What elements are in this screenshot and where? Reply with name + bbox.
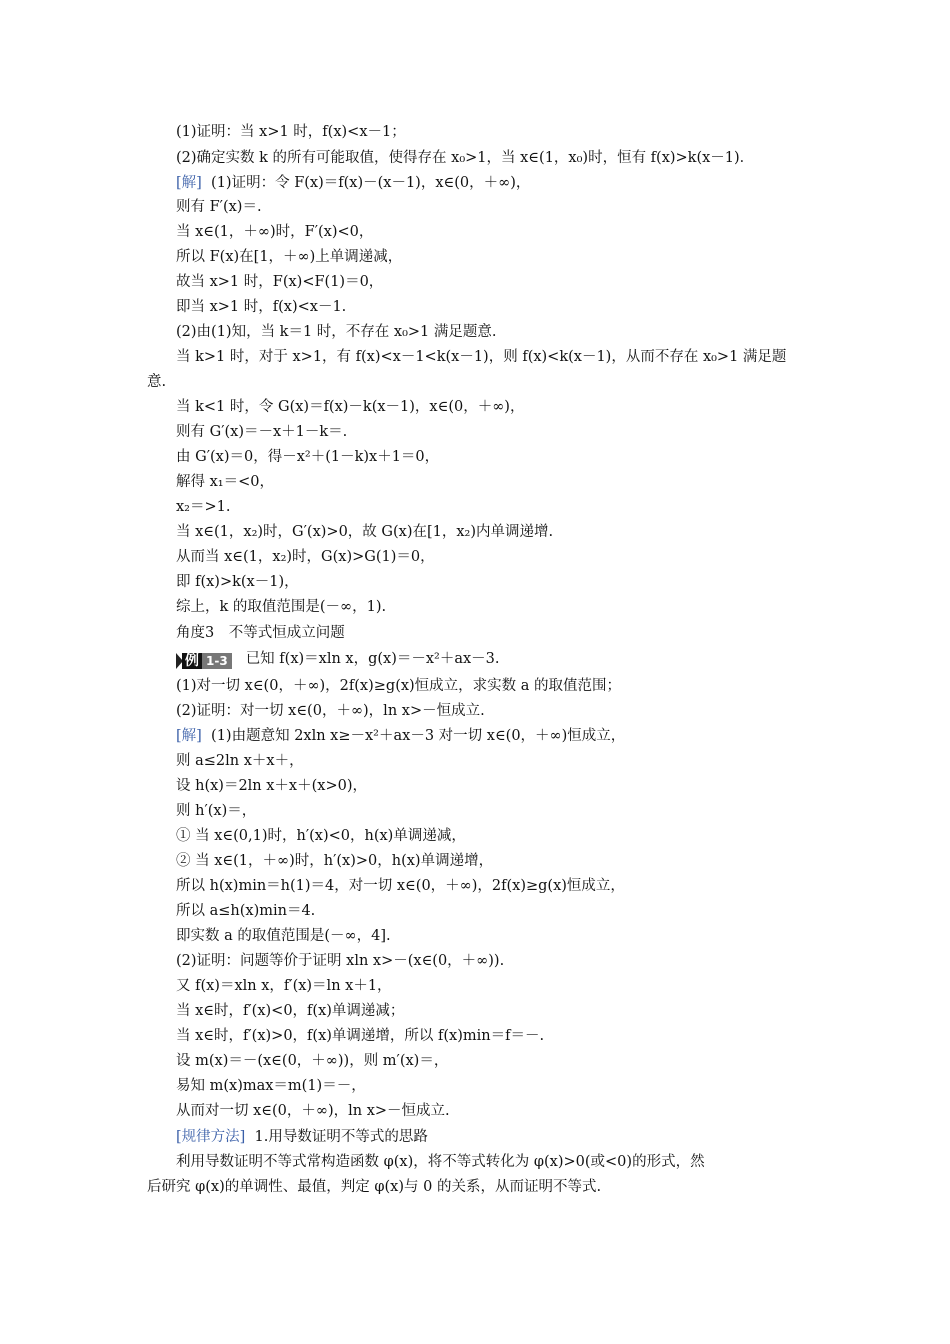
text-line: (1)证明：当 x>1 时，f(x)<x－1； [176,124,406,140]
text-line: 又 f(x)＝xln x，f′(x)＝ln x＋1， [176,978,392,994]
text-line: (2)由(1)知，当 k＝1 时，不存在 x₀>1 满足题意. [176,324,497,340]
text-line: 则 a≤2ln x＋x＋， [176,753,304,769]
text-line: 当 x∈(1，＋∞)时，F′(x)<0， [176,224,374,240]
example-line [176,649,800,669]
text-line: 意. [147,374,167,390]
solution-tag: [解] [176,175,202,191]
text-line: 设 h(x)＝2ln x＋x＋(x>0)， [176,778,367,794]
text-line: 后研究 φ(x)的单调性、最值，判定 φ(x)与 0 的关系，从而证明不等式. [147,1179,602,1195]
method-line [176,1127,800,1147]
example-word: 例 [182,653,202,669]
text-span: (1)证明：令 F(x)＝f(x)－(x－1)，x∈(0，＋∞)， [211,175,531,191]
section-heading: 角度3 不等式恒成立问题 [176,625,345,641]
text-line: (2)证明：对一切 x∈(0，＋∞)，ln x>－恒成立. [176,703,485,719]
text-line: 综上，k 的取值范围是(－∞，1). [176,599,387,615]
text-line [176,173,800,193]
solution-tag: [解] [176,728,202,744]
text-line: 则 h′(x)＝， [176,803,257,819]
text-line: x₂＝>1. [176,499,231,515]
text-line: 利用导数证明不等式常构造函数 φ(x)，将不等式转化为 φ(x)>0(或<0)的形式，然 [176,1154,705,1170]
text-line: 从而对一切 x∈(0，＋∞)，ln x>－恒成立. [176,1103,450,1119]
text-line: 故当 x>1 时，F(x)<F(1)＝0， [176,274,384,290]
text-line: (2)证明：问题等价于证明 xln x>－(x∈(0，＋∞)). [176,953,505,969]
text-line: 所以 F(x)在[1，＋∞)上单调递减， [176,249,403,265]
text-line: 则有 G′(x)＝－x＋1－k＝. [176,424,348,440]
text-line [176,726,800,746]
text-line: (2)确定实数 k 的所有可能取值，使得存在 x₀>1，当 x∈(1，x₀)时，恒有 f(x)>k(x－1)． [176,150,755,166]
text-line: 易知 m(x)max＝m(1)＝－， [176,1078,366,1094]
text-line: 所以 h(x)min＝h(1)＝4，对一切 x∈(0，＋∞)，2f(x)≥g(x)恒成立， [176,878,625,894]
text-line: 则有 F′(x)＝. [176,199,262,215]
method-tag: [规律方法] [176,1129,246,1145]
text-span: (1)由题意知 2xln x≥－x²＋ax－3 对一切 x∈(0，＋∞)恒成立， [211,728,626,744]
example-number: 1-3 [202,653,232,669]
text-span: 已知 f(x)＝xln x，g(x)＝－x²＋ax－3. [245,651,500,667]
text-line: 设 m(x)＝－(x∈(0，＋∞))，则 m′(x)＝， [176,1053,449,1069]
text-line: (1)对一切 x∈(0，＋∞)，2f(x)≥g(x)恒成立，求实数 a 的取值范围； [176,678,622,694]
example-badge [176,651,232,667]
text-line: 当 k>1 时，对于 x>1，有 f(x)<x－1<k(x－1)，则 f(x)<k(x－1)，从而不存在 x₀>1 满足题 [176,349,787,365]
text-line: 当 x∈(1，x₂)时，G′(x)>0，故 G(x)在[1，x₂)内单调递增. [176,524,554,540]
text-line: 当 x∈时，f′(x)<0，f(x)单调递减； [176,1003,405,1019]
text-line: 由 G′(x)＝0，得－x²＋(1－k)x＋1＝0， [176,449,440,465]
text-line: 所以 a≤h(x)min＝4. [176,903,316,919]
text-line: 即实数 a 的取值范围是(－∞，4]. [176,928,391,944]
text-line: 当 k<1 时，令 G(x)＝f(x)－k(x－1)，x∈(0，＋∞)， [176,399,525,415]
text-line: 即当 x>1 时，f(x)<x－1. [176,299,347,315]
text-line: 解得 x₁＝<0， [176,474,274,490]
text-line: ② 当 x∈(1，＋∞)时，h′(x)>0，h(x)单调递增， [176,853,494,869]
text-line: 从而当 x∈(1，x₂)时，G(x)>G(1)＝0， [176,549,435,565]
text-line: ① 当 x∈(0,1)时，h′(x)<0，h(x)单调递减， [176,828,466,844]
text-span: 1.用导数证明不等式的思路 [254,1129,428,1145]
text-line: 即 f(x)>k(x－1)， [176,574,299,590]
text-line: 当 x∈时，f′(x)>0，f(x)单调递增，所以 f(x)min＝f＝－. [176,1028,545,1044]
